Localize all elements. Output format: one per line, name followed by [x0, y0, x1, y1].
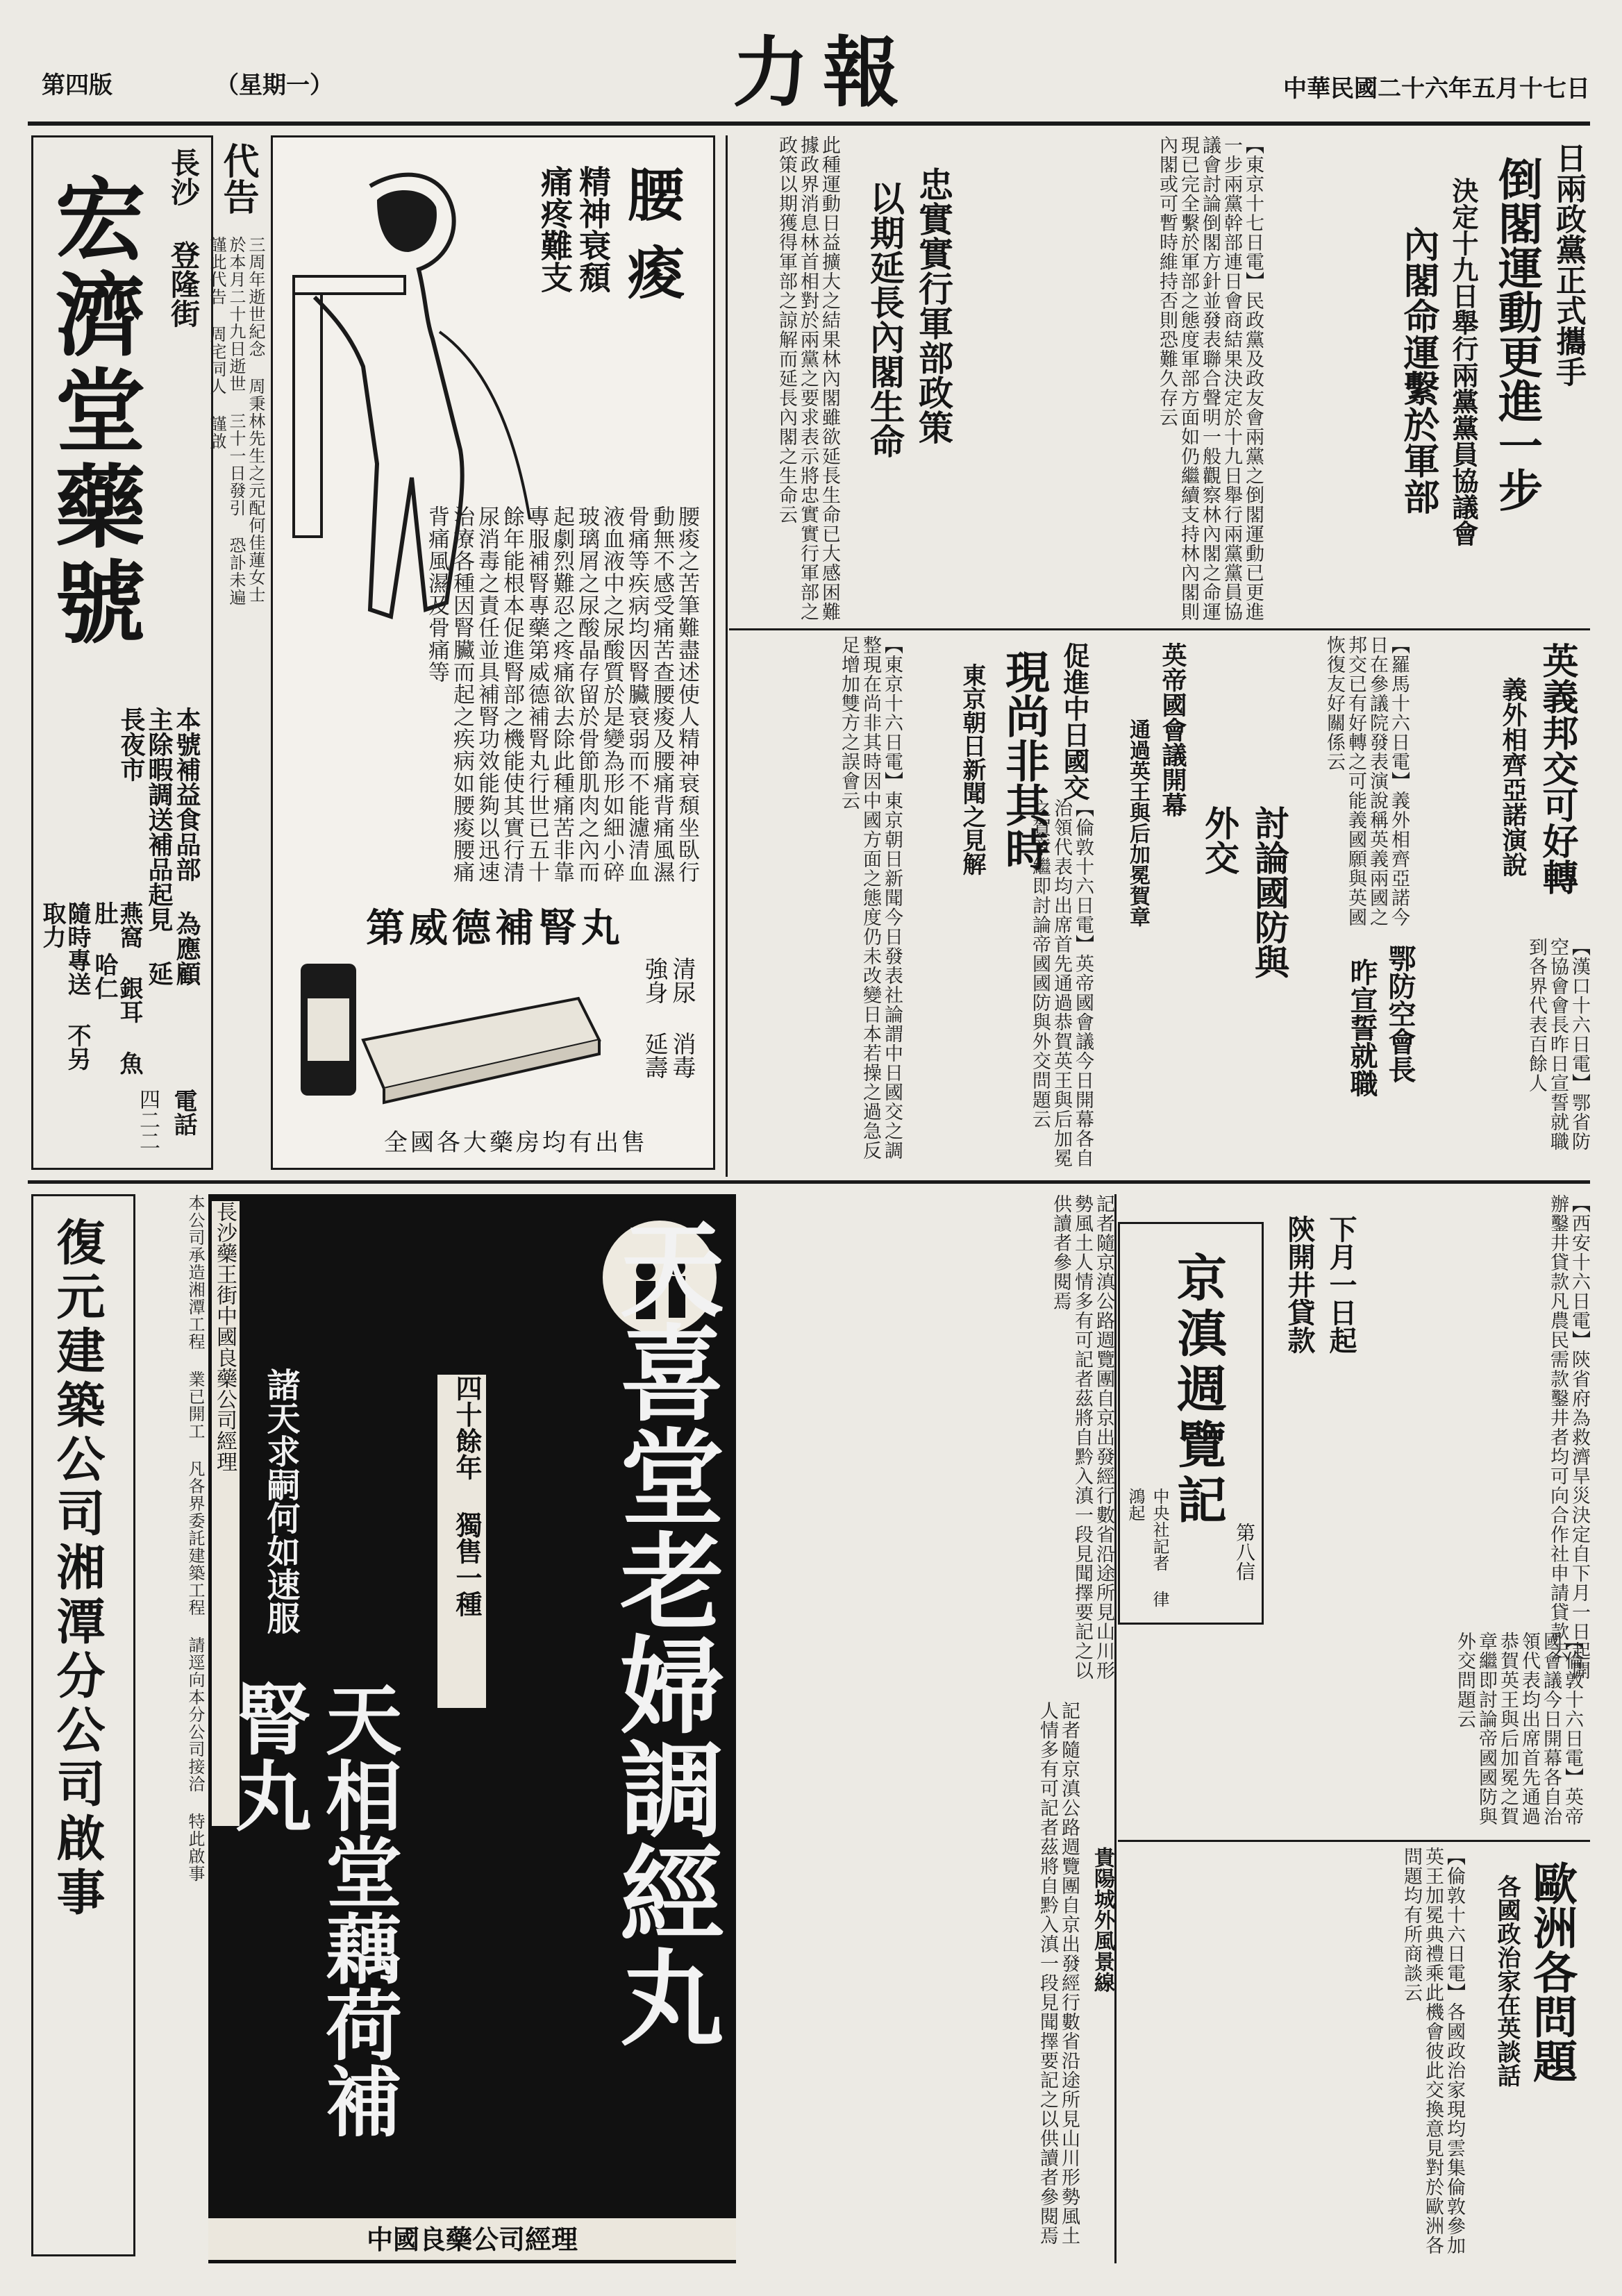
empire-article [1097, 635, 1194, 948]
empire-sub1: 討論國防與外交 [1199, 805, 1290, 979]
fuyuan-body: 本公司承造湘潭工程 業已開工 凡各界委託建築工程 請逕向本分公司接洽 特此啟事 [185, 1194, 205, 1882]
bottom-column-rule [1114, 1194, 1117, 2263]
side-jun-headline2: 以期延長內閣生命 [864, 181, 905, 458]
honggjitang-ad [31, 135, 213, 1170]
sino-japan-kicker: 促進中日國交 [1059, 642, 1090, 801]
ehu-body: 【漢口十六日電】鄂省防空協會會長昨日宣誓就職到各界代表百餘人 [1525, 937, 1590, 1151]
ad-store-name: 宏濟堂藥號 [40, 172, 147, 651]
medicine-box-icon [287, 957, 606, 1109]
europe-article [1465, 1847, 1590, 2263]
weekday: （星期一） [215, 72, 333, 99]
xiangbao-installment: 第八信 [1233, 1523, 1256, 1581]
lead-kicker: 日兩政黨正式攜手 [1550, 142, 1586, 387]
xiangbao-body: 記者隨京滇公路週覽團自京出發經行數省沿途所見山川形勢風土人情多有可記者茲將自黔入滇一段見聞擇要記之以供讀者參閱焉 [1050, 1194, 1114, 1680]
diwei-sub2: 痛疼難支 [536, 165, 574, 293]
xiangbao-body-2: 記者隨京滇公路週覽團自京出發經行數省沿途所見山川形勢風土人情多有可記者茲將自黔入滇一段見聞擇要記之以供讀者參閱焉 [1037, 1701, 1080, 2245]
xiangbao-section: 貴陽城外風景線 [1090, 1847, 1114, 1993]
diwei-ad [271, 135, 715, 1170]
tianxitang-ad [208, 1194, 736, 2263]
fuyuan-ad [31, 1194, 135, 2256]
bottom-section-rule [1118, 1840, 1590, 1842]
lead-sub2: 內閣命運繫於軍部 [1397, 226, 1439, 514]
empire-body: 【倫敦十六日電】英帝國會議今日開幕各自治領代表均出席首先通過恭賀英王與后加冕之賀章繼即討論帝國國防與外交問題云 [1029, 798, 1094, 1168]
europe-headline: 歐洲各問題 [1525, 1861, 1578, 2083]
shaanxi-headline2: 陝開井貸款 [1283, 1215, 1316, 1354]
europe-sub: 各國政治家在英談話 [1493, 1875, 1521, 2087]
empire-sub2: 通過英王與后加冕賀章 [1126, 719, 1150, 927]
lead-article [1264, 135, 1590, 621]
bottom-news-body: 【倫敦十六日電】英帝國會議今日開幕各自治領代表均出席首先通過恭賀英王與后加冕之賀章繼即討論帝國國防與外交問題云 [1454, 1632, 1583, 1826]
diwei-tags: 清尿 消毒 強身 延壽 [640, 957, 696, 1079]
masthead-rule [28, 121, 1590, 126]
britain-body: 【羅馬十六日電】義外相齊亞諾今日在參議院發表演說稱英義兩國之邦交已有好轉之可能義國願與英國恢復友好關係云 [1323, 635, 1410, 927]
shaanxi-headline1: 下月一日起 [1325, 1215, 1357, 1354]
daigao-title: 代告 [217, 142, 259, 215]
fuyuan-title: 復元建築公司湘潭分公司啟事 [49, 1217, 106, 1921]
sino-japan-sub: 東京朝日新聞之見解 [958, 663, 986, 875]
ad-notice: 本號補益食品部 為應顧主除暇調送補品起見 延長夜市 [117, 707, 201, 986]
masthead-date: 中華民國二十六年五月十七日 [1283, 75, 1590, 103]
sino-japan-article [903, 635, 1097, 927]
lead-body: 【東京十七日電】民政黨及政友會兩黨之倒閣運動已更進一步兩黨幹部連日會商結果決定於十九日舉行兩黨黨員協議會討論倒閣方針並發表聯合聲明一般觀察林內閣之命運現已完全繫於軍部之態度軍部方面如仍繼續支持林內閣則內閣或可暫時維持否則恐難久存云 [1156, 135, 1264, 621]
tianxitang-years: 四十餘年 獨售一種 [437, 1375, 486, 1708]
tianxitang-slogan: 諸天求嗣何如速服 [261, 1368, 300, 1634]
ad-delivery: 隨時專送 不另取力 [38, 901, 91, 1071]
britain-article [1410, 635, 1590, 927]
lead-sub1: 決定十九日舉行兩黨黨員協議會 [1448, 177, 1479, 546]
side-jun-article [840, 139, 958, 514]
shaanxi-body: 【西安十六日電】陝省府為救濟旱災決定自下月一日起開辦鑿井貸款凡農民需款鑿井者均可向合作社申請貸款云 [1547, 1194, 1590, 1680]
masthead-title: 力報 [733, 28, 913, 117]
xiangbao-author: 中央社記者 律鴻起 [1126, 1488, 1169, 1607]
sino-japan-headline: 現尚非其時 [998, 649, 1050, 871]
xiangbao-title: 京滇週覽記 [1169, 1252, 1228, 1530]
ad-address: 長沙 登隆街 [167, 148, 201, 328]
ad-items: 燕窩 銀耳 魚肚 哈仁 [90, 901, 143, 1075]
britain-headline: 英義邦交可好轉 [1536, 642, 1578, 895]
section-rule [729, 628, 1590, 630]
page-number: 第四版 [42, 72, 112, 99]
side-jun-body: 此種運動日益擴大之結果林內閣雖欲延長生命已大感困難據政界消息林首相對於兩黨之要求表示將忠實實行軍部之政策以期獲得軍部之諒解而延長內閣之生命云 [776, 135, 840, 621]
xiangbao-box [1118, 1222, 1264, 1625]
daigao-body: 三周年逝世紀念 周秉林先生之元配何佳蓮女士 於本月二十九日逝世 三十一日發引 恐訃未遍 謹此代告 周宅同人 謹啟 [207, 236, 265, 606]
ad-phone-label: 電話 [169, 1089, 197, 1136]
side-jun-headline1: 忠實實行軍部政策 [913, 167, 954, 444]
diwei-footer: 全國各大藥房均有出售 [384, 1129, 648, 1157]
sino-japan-body: 【東京十六日電】東京朝日新聞今日發表社論謂中日國交之調整現在尚非其時因中國方面之態度仍未改變日本若操之過急反足增加雙方之誤會云 [838, 635, 903, 1160]
tianxitang-footer: 中國良藥公司經理 [208, 2218, 736, 2260]
tianxiangtang-name: 天相堂藕荷補腎丸 [223, 1680, 403, 2138]
diwei-body: 腰痠之苦筆難盡述使人精神衰頹坐臥行動無不感受痛苦查腰痠及腰痛背痛風濕骨痛等疾病均因腎臟衰弱而不能濾清血液血液中之尿酸質於是變為形如細小碎玻璃屑之尿酸晶存留於骨節肌肉之內而起劇烈難忍之疼痛欲去除此種痛苦非靠專服補腎專藥第威德補腎丸行世已五十餘年能根本促進腎部之機能使其實行清尿消毒之責任並具補腎功效能夠以迅速治療各種因腎臟而起之疾病如腰痠腰痛背痛風濕及骨痛等 [424, 505, 699, 883]
ehu-article [1298, 937, 1423, 1166]
column-rule [726, 135, 728, 1177]
europe-body: 【倫敦十六日電】各國政治家現均雲集倫敦參加英王加冕典禮乘此機會彼此交換意見對於歐洲各問題均有所商談云 [1401, 1847, 1465, 2255]
empire-headline: 英帝國會議開幕 [1158, 642, 1187, 817]
diwei-title: 腰痠 [618, 165, 685, 321]
ehu-headline2: 昨宣誓就職 [1346, 958, 1378, 1097]
tianxitang-name: 天喜堂老婦調經丸 [602, 1215, 724, 2048]
lead-headline: 倒閣運動更進一步 [1491, 156, 1543, 512]
fold-rule [28, 1180, 1590, 1184]
britain-sub: 義外相齊亞諾演說 [1498, 677, 1528, 877]
diwei-product: 第威德補腎丸 [366, 905, 624, 951]
ehu-headline1: 鄂防空會長 [1384, 944, 1416, 1083]
tianxitang-side-note: 長沙藥王街中國良藥公司經理 [212, 1201, 240, 1826]
ad-phone: 四二二 [135, 1089, 160, 1151]
diwei-sub1: 精神衰頹 [574, 165, 612, 293]
shaanxi-article [1271, 1194, 1368, 1472]
